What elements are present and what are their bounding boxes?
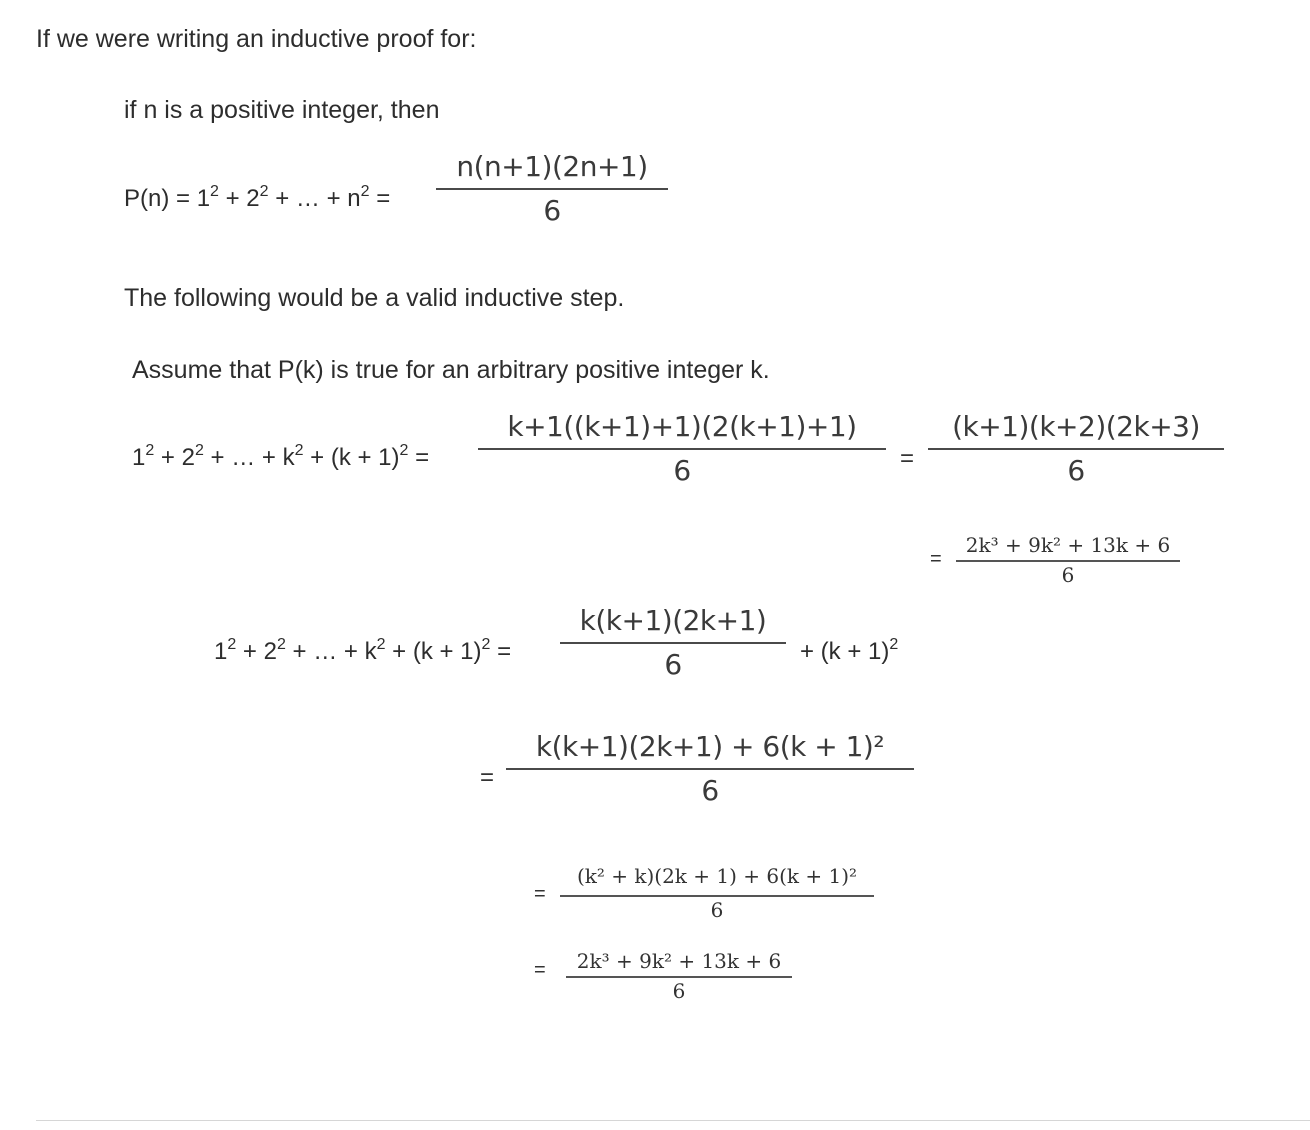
step1-lhs: $1^2 + 2^2$ + … + $k^2 + (k + 1)^2$ =: [132, 442, 430, 471]
step5-numerator: 2k³ + 9k² + 13k + 6: [576, 949, 782, 973]
fraction-bar: [560, 642, 786, 644]
step1-equals: =: [900, 445, 915, 472]
step1b-fraction: [956, 533, 1180, 589]
fraction-bar: [506, 768, 914, 770]
p-definition-numerator: n(n+1)(2n+1): [456, 150, 648, 183]
step1-denominator-1: 6: [673, 454, 691, 487]
step5-equals: =: [534, 959, 546, 981]
fraction-bar: [928, 448, 1224, 450]
step2-numerator: k(k+1)(2k+1): [579, 604, 767, 637]
step4-fraction: [560, 864, 874, 924]
step5-fraction: [566, 949, 792, 1005]
fraction-bar: [956, 560, 1180, 562]
step1-numerator-2: (k+1)(k+2)(2k+3): [952, 410, 1200, 443]
step1b-equals: =: [930, 548, 942, 570]
step3-numerator: k(k+1)(2k+1) + 6(k + 1)²: [535, 730, 885, 763]
step1-fraction-2: [928, 410, 1224, 494]
fraction-bar: [566, 976, 792, 978]
step1b-numerator: 2k³ + 9k² + 13k + 6: [965, 533, 1171, 557]
intro-text: If we were writing an inductive proof for:: [36, 25, 477, 53]
claim-text: The following would be a valid inductive step.: [124, 284, 625, 312]
premise-text: if n is a positive integer, then: [124, 96, 440, 124]
p-definition-denominator: 6: [543, 194, 561, 227]
step2-lhs: $1^2 + 2^2$ + … + $k^2 + (k + 1)^2$ =: [214, 636, 512, 665]
step2-denominator: 6: [664, 648, 682, 681]
p-definition-lhs: $P(n) = 1^2 + 2^2$ + … + $n^2$ =: [124, 183, 391, 212]
step1-numerator-1: k+1((k+1)+1)(2(k+1)+1): [507, 410, 857, 443]
fraction-bar: [436, 188, 668, 190]
assumption-text: Assume that P(k) is true for an arbitrary positive integer k.: [132, 356, 770, 384]
step3-fraction: [506, 730, 914, 814]
p-definition-fraction: [436, 150, 668, 234]
step4-equals: =: [534, 883, 546, 905]
fraction-bar: [560, 895, 874, 897]
step3-equals: =: [480, 764, 495, 791]
step4-denominator: 6: [710, 898, 724, 922]
fraction-bar: [478, 448, 886, 450]
step2-fraction: [560, 604, 786, 688]
step3-denominator: 6: [701, 774, 719, 807]
bottom-divider: [36, 1120, 1310, 1121]
step2-tail: + $(k + 1)^2$: [800, 636, 899, 665]
step1-fraction-1: [478, 410, 886, 494]
step4-numerator: (k² + k)(2k + 1) + 6(k + 1)²: [576, 864, 858, 888]
step5-denominator: 6: [672, 979, 686, 1003]
step1b-denominator: 6: [1061, 563, 1075, 587]
step1-denominator-2: 6: [1067, 454, 1085, 487]
